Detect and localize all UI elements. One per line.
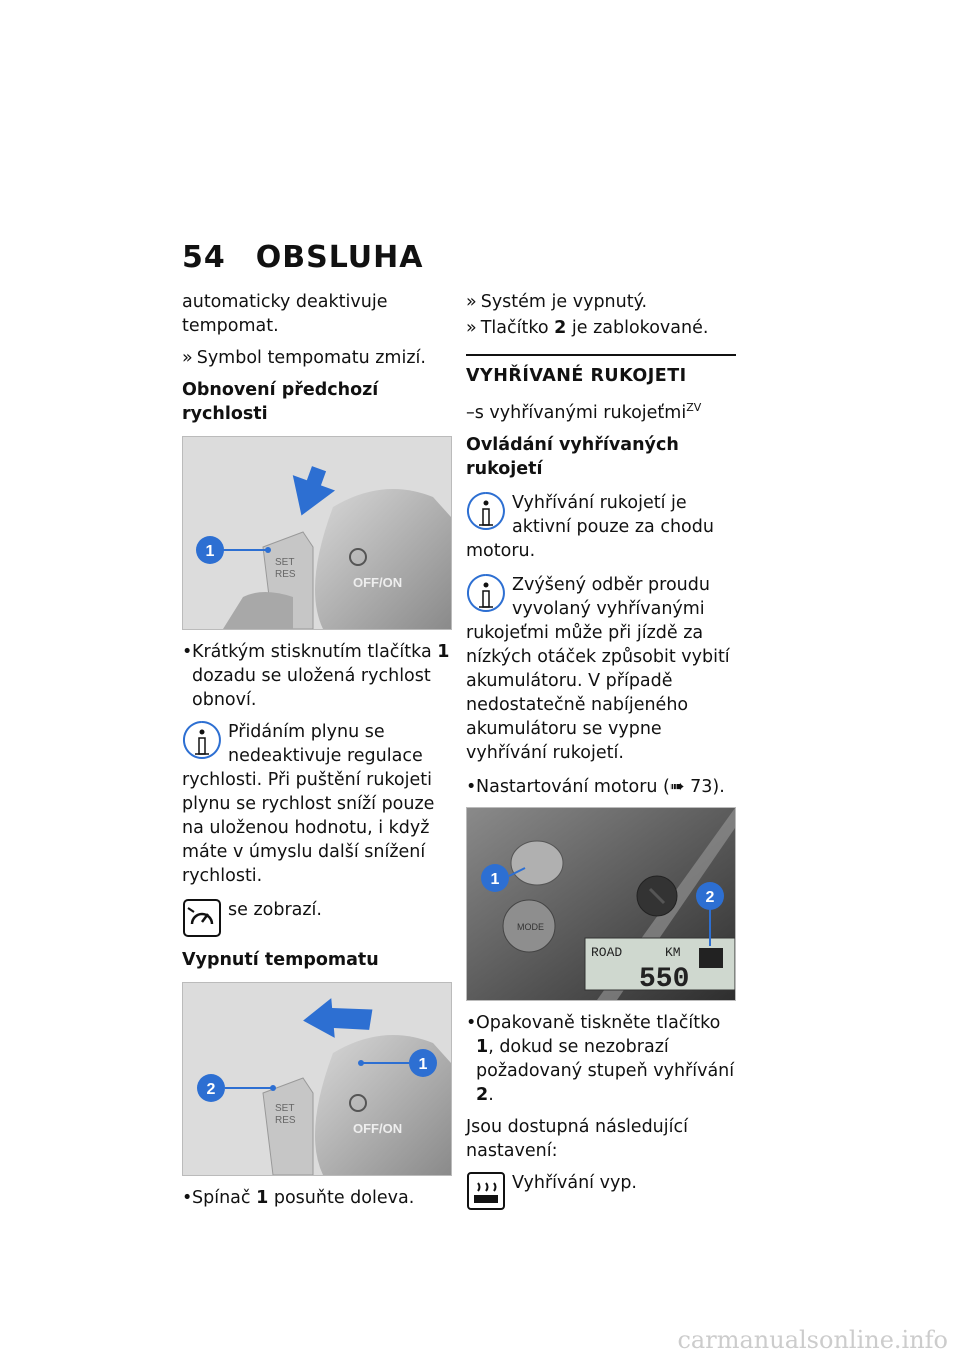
fig3-callout-2: 2	[705, 888, 715, 906]
grips-illustration	[467, 808, 735, 1000]
bullet-disable: • Spínač 1 posuňte doleva.	[182, 1188, 415, 1208]
info-note-battery: Zvýšený odběr proudu vyvolaný vyhřívanými rukojeťmi může při jízdě za nízkých otáček způsobit vybití akumulátoru. V případě nedostatečně nabíjeného akumulátoru se vypne vyhřívání rukojetí.	[466, 574, 730, 763]
info-note-throttle: Přidáním plynu se nedeaktivuje regulace rychlosti. Při puštění rukojeti plynu se rychlost sníží pouze na uloženou hodnotu, i když máte v úmyslu další snížení rychlosti.	[182, 722, 435, 886]
fig3-road-label: ROAD	[591, 944, 623, 960]
fig1-offon-label: OFF/ON	[353, 575, 403, 590]
result-locked: » Tlačítko 2 je zablokované.	[466, 318, 709, 338]
info-note-engine: Vyhřívání rukojetí je aktivní pouze za chodu motoru.	[466, 492, 714, 561]
fig3-callout-1: 1	[490, 870, 500, 888]
fig2-offon-label: OFF/ON	[353, 1121, 403, 1136]
fig2-res-label: RES	[275, 1115, 296, 1126]
switch-off-illustration	[183, 983, 451, 1175]
setting-heating-off: Vyhřívání vyp.	[466, 1171, 736, 1211]
info-icon	[466, 573, 506, 619]
chapter-title: OBSLUHA	[255, 240, 424, 275]
fig1-callout-1: 1	[205, 543, 215, 560]
fig3-km-label: KM	[665, 944, 681, 960]
left-column	[182, 290, 452, 1218]
fig1-res-label: RES	[275, 569, 296, 580]
subsection-title-operate: Ovládání vyhřívaných rukojetí	[466, 434, 679, 479]
intro-text: automaticky deaktivuje tempomat.	[182, 292, 388, 336]
fig3-value: 550	[639, 963, 690, 995]
fig3-mode-label: MODE	[517, 921, 544, 932]
result-arrow-icon: »	[466, 318, 477, 338]
result-line: » Symbol tempomatu zmizí.	[182, 348, 426, 368]
bullet-start-engine: • Nastartování motoru (➠ 73).	[466, 776, 725, 797]
section-title-disable: Vypnutí tempomatu	[182, 950, 379, 970]
info-icon	[182, 720, 222, 766]
info-icon	[466, 491, 506, 537]
symbol-note: se zobrazí.	[182, 898, 452, 938]
result-off: » Systém je vypnutý.	[466, 292, 648, 312]
page-number: 54	[182, 240, 226, 275]
page-header	[182, 240, 423, 275]
footer-watermark: carmanualsonline.info	[677, 1326, 948, 1354]
fig2-callout-2: 2	[206, 1081, 216, 1098]
section-title-resume: Obnovení předchozí rychlosti	[182, 380, 379, 424]
switch-illustration	[183, 437, 451, 629]
cruise-control-symbol-icon	[182, 898, 222, 938]
available-settings-text: Jsou dostupná následující nastavení:	[466, 1116, 688, 1161]
equipment-note: –s vyhřívanými rukojeťmi$^{ZV}$	[466, 401, 702, 423]
result-arrow-icon: »	[466, 292, 477, 312]
result-arrow-icon: »	[182, 348, 193, 368]
figure-set-res-switch	[182, 436, 452, 630]
bullet-press-button: • Opakovaně tiskněte tlačítko 1, dokud se nezobrazí požadovaný stupeň vyhřívání 2.	[466, 1012, 735, 1105]
heated-grips-off-icon	[466, 1171, 506, 1211]
figure-switch-off	[182, 982, 452, 1176]
bullet-resume: • Krátkým stisknutím tlačítka 1 dozadu se uložená rychlost obnoví.	[182, 642, 450, 710]
right-column	[466, 290, 736, 1221]
fig2-callout-1: 1	[418, 1056, 428, 1073]
page-ref-arrow-icon: ➠	[669, 776, 685, 797]
fig1-set-label: SET	[275, 557, 295, 568]
figure-heated-grips-switch	[466, 807, 736, 1001]
fig2-set-label: SET	[275, 1103, 295, 1114]
section-title-heated-grips: VYHŘÍVANÉ RUKOJETI	[466, 354, 736, 388]
